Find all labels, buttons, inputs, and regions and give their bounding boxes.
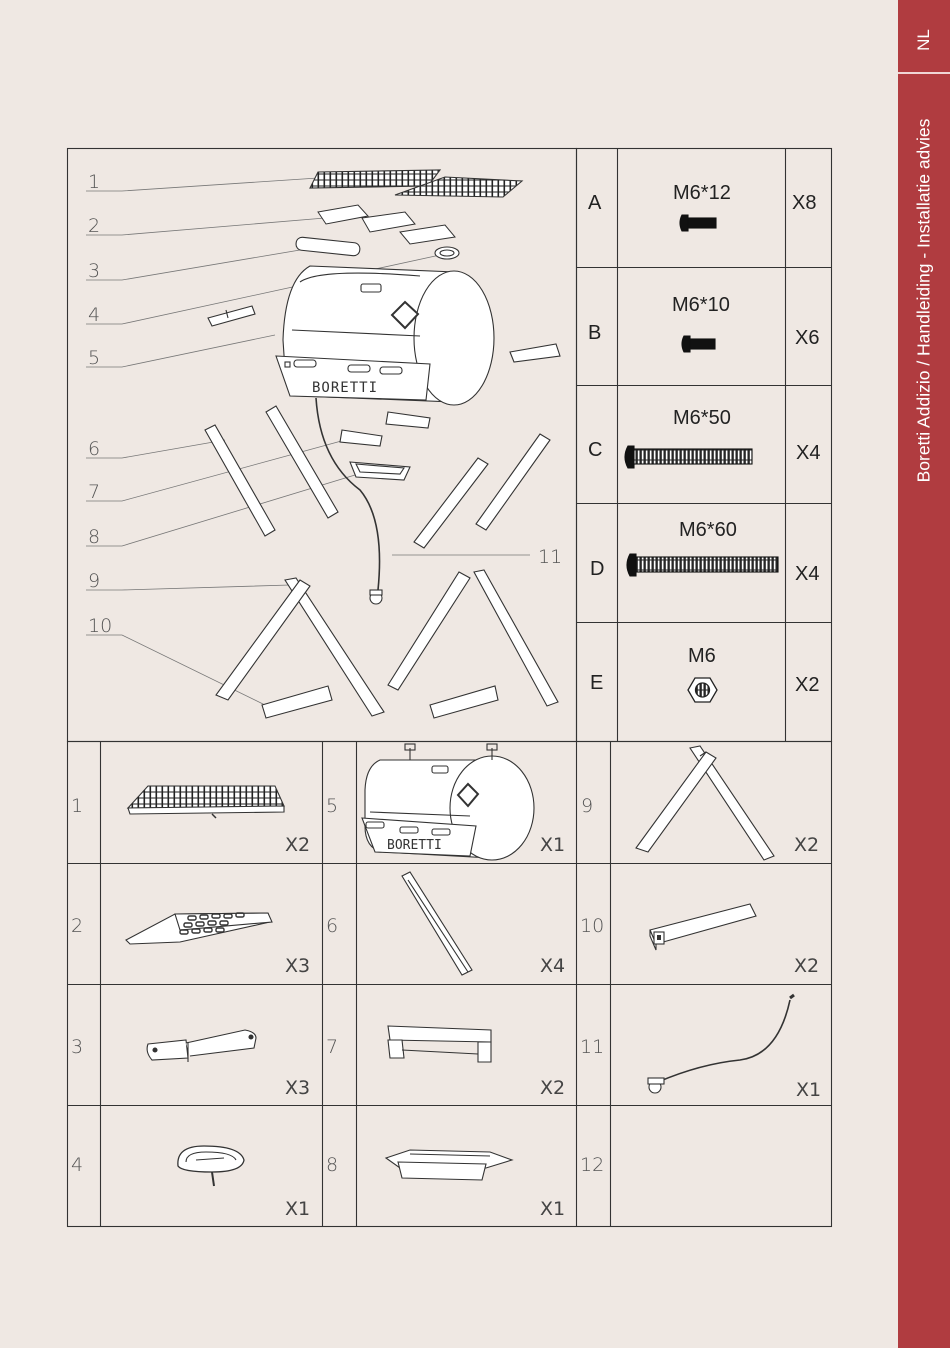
hardware-letter: E (590, 672, 604, 694)
part-number: 11 (580, 1036, 605, 1058)
part-number: 5 (326, 795, 339, 817)
hardware-qty: X8 (792, 192, 817, 214)
leader-lines (86, 178, 530, 705)
hardware-letter: B (588, 322, 602, 344)
exploded-label-4: 4 (88, 304, 101, 326)
part-qty: X3 (285, 955, 311, 977)
hardware-spec: M6 (688, 645, 716, 667)
part-qty: X1 (796, 1079, 822, 1101)
exploded-label-3: 3 (88, 260, 101, 282)
hardware-qty: X4 (796, 442, 821, 464)
part-number: 3 (71, 1036, 84, 1058)
part-qty: X2 (794, 834, 820, 856)
part-number: 1 (71, 795, 84, 817)
exploded-label-10: 10 (88, 615, 113, 637)
part-qty: X2 (794, 955, 820, 977)
part-number: 10 (580, 915, 605, 937)
exploded-drawing (205, 170, 563, 718)
hardware-row-b (588, 294, 819, 352)
part-number: 4 (71, 1154, 84, 1176)
part-qty: X2 (285, 834, 311, 856)
part-number: 8 (326, 1154, 339, 1176)
exploded-label-8: 8 (88, 526, 101, 548)
handle-icon (147, 1030, 256, 1062)
barrel-drawing (276, 266, 494, 405)
bracket-icon (388, 1026, 491, 1062)
hardware-letter: A (588, 192, 602, 214)
part-qty: X2 (540, 1077, 566, 1099)
brand-logo: BORETTI (387, 838, 442, 853)
hardware-spec: M6*50 (673, 407, 731, 429)
part-qty: X3 (285, 1077, 311, 1099)
drip-tray-icon (386, 1150, 512, 1180)
part-qty: X1 (540, 1198, 566, 1220)
hardware-qty: X2 (795, 674, 820, 696)
long-bolt-icon (627, 554, 778, 576)
hardware-spec: M6*12 (673, 182, 731, 204)
a-frame-icon (636, 746, 774, 860)
hardware-letter: C (588, 439, 603, 461)
grill-grate-icon (128, 786, 284, 818)
document-title: Boretti Addizio / Handleiding - Installatie advies (913, 118, 934, 482)
part-qty: X1 (540, 834, 566, 856)
part-number: 9 (581, 795, 594, 817)
part-qty: X4 (540, 955, 566, 977)
hardware-letter: D (590, 558, 605, 580)
crossbar-icon (650, 904, 756, 950)
exploded-label-2: 2 (88, 215, 101, 237)
brand-logo-exploded: BORETTI (312, 380, 379, 396)
hex-nut-icon (688, 678, 717, 702)
part-number: 2 (71, 915, 84, 937)
flame-tamer-icon (126, 913, 272, 944)
exploded-label-9: 9 (88, 570, 101, 592)
part-number: 7 (326, 1036, 339, 1058)
short-screw-icon (680, 215, 716, 231)
long-bolt-icon (625, 446, 752, 468)
exploded-view-frame (68, 149, 577, 742)
part-number: 12 (580, 1154, 605, 1176)
exploded-label-6: 6 (88, 438, 101, 460)
exploded-label-11: 11 (538, 546, 563, 568)
exploded-label-7: 7 (88, 481, 101, 503)
part-qty: X1 (285, 1198, 311, 1220)
barrel-body-icon (362, 744, 534, 860)
hardware-qty: X6 (795, 327, 820, 349)
part-number: 6 (326, 915, 339, 937)
hardware-spec: M6*10 (672, 294, 730, 316)
gas-hose-icon (648, 995, 794, 1093)
short-screw-icon (682, 336, 715, 352)
hardware-qty: X4 (795, 563, 820, 585)
hardware-spec: M6*60 (679, 519, 737, 541)
language-label: NL (913, 29, 933, 51)
exploded-label-5: 5 (88, 347, 101, 369)
thermometer-icon (178, 1146, 244, 1186)
leg-icon (402, 872, 472, 975)
hardware-row-a (588, 182, 816, 231)
exploded-label-1: 1 (88, 171, 101, 193)
